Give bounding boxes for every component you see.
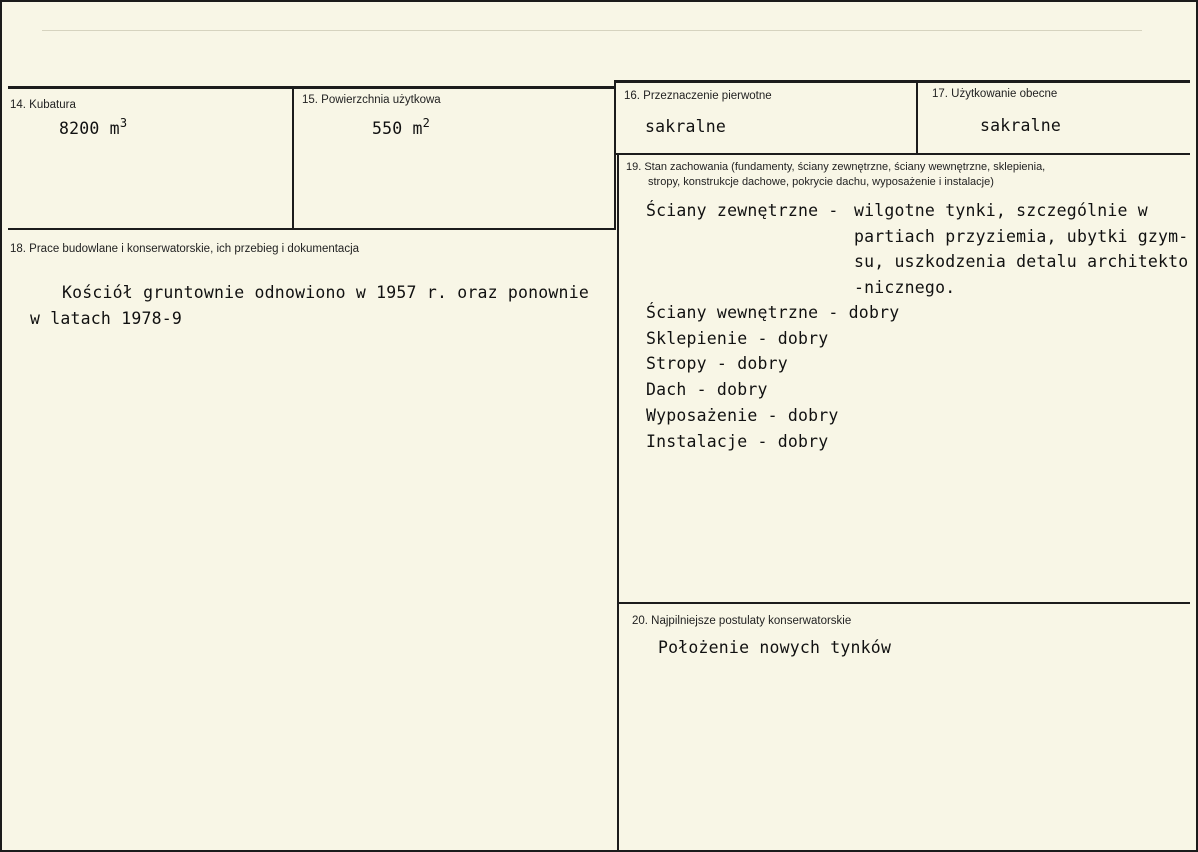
exterior-walls-head: Ściany zewnętrzne - xyxy=(646,201,839,220)
exterior-line-4: -nicznego. xyxy=(854,278,956,298)
rule-18-top xyxy=(8,228,614,230)
top-faint-rule xyxy=(42,30,1142,31)
field-16-value: sakralne xyxy=(645,117,727,136)
field-18-line-2: w latach 1978-9 xyxy=(30,308,183,328)
field-17-value: sakralne xyxy=(980,116,1062,135)
field-19-label xyxy=(626,160,1186,190)
field-15-value xyxy=(372,116,431,138)
field-20-value: Położenie nowych tynków xyxy=(658,638,892,657)
field-20-label: 20. Najpilniejsze postulaty konserwatorskie xyxy=(632,615,852,627)
divider-main xyxy=(617,155,619,852)
field-19-label-line-2: stropy, konstrukcje dachowe, pokrycie dachu, wyposażenie i instalacje) xyxy=(648,176,994,188)
field-17-label: 17. Użytkowanie obecne xyxy=(932,88,1058,100)
condition-item-ceilings: Stropy - dobry xyxy=(646,354,788,374)
field-14-value xyxy=(59,116,128,138)
exterior-line-2: partiach przyziemia, ubytki gzym- xyxy=(854,226,1189,246)
kubatura-unit-exponent: 3 xyxy=(119,116,128,130)
condition-item-installations: Instalacje - dobry xyxy=(646,431,829,451)
field-18-label: 18. Prace budowlane i konserwatorskie, ich przebieg i dokumentacja xyxy=(10,243,360,255)
divider-left-right xyxy=(614,82,616,230)
divider-14-15 xyxy=(292,88,294,229)
condition-item-vaults: Sklepienie - dobry xyxy=(646,328,829,348)
field-18-text xyxy=(30,280,589,331)
field-19-label-line-1: 19. Stan zachowania (fundamenty, ściany zewnętrzne, ściany wewnętrzne, sklepienia, xyxy=(626,161,1046,173)
field-16-label: 16. Przeznaczenie pierwotne xyxy=(624,90,772,102)
condition-item-furnishings: Wyposażenie - dobry xyxy=(646,405,839,425)
divider-16-17 xyxy=(916,82,918,154)
condition-item-roof: Dach - dobry xyxy=(646,380,768,400)
exterior-walls-text xyxy=(854,198,1188,301)
kubatura-value: 8200 m xyxy=(59,119,120,138)
area-unit-exponent: 2 xyxy=(422,116,431,130)
field-18-line-1: Kościół gruntownie odnowiono w 1957 r. oraz ponownie xyxy=(62,283,589,302)
rule-20-top xyxy=(618,602,1190,604)
exterior-line-3: su, uszkodzenia detalu architekto xyxy=(854,252,1189,272)
exterior-line-1: wilgotne tynki, szczególnie w xyxy=(854,201,1148,220)
field-15-label: 15. Powierzchnia użytkowa xyxy=(302,94,441,106)
top-rule xyxy=(8,86,614,89)
condition-items xyxy=(646,300,899,454)
top-rule-right xyxy=(614,80,1190,83)
condition-item-interior-walls: Ściany wewnętrzne - dobry xyxy=(646,303,900,322)
rule-19-top xyxy=(614,153,1190,155)
area-value: 550 m xyxy=(372,119,423,138)
field-14-label: 14. Kubatura xyxy=(10,99,76,111)
